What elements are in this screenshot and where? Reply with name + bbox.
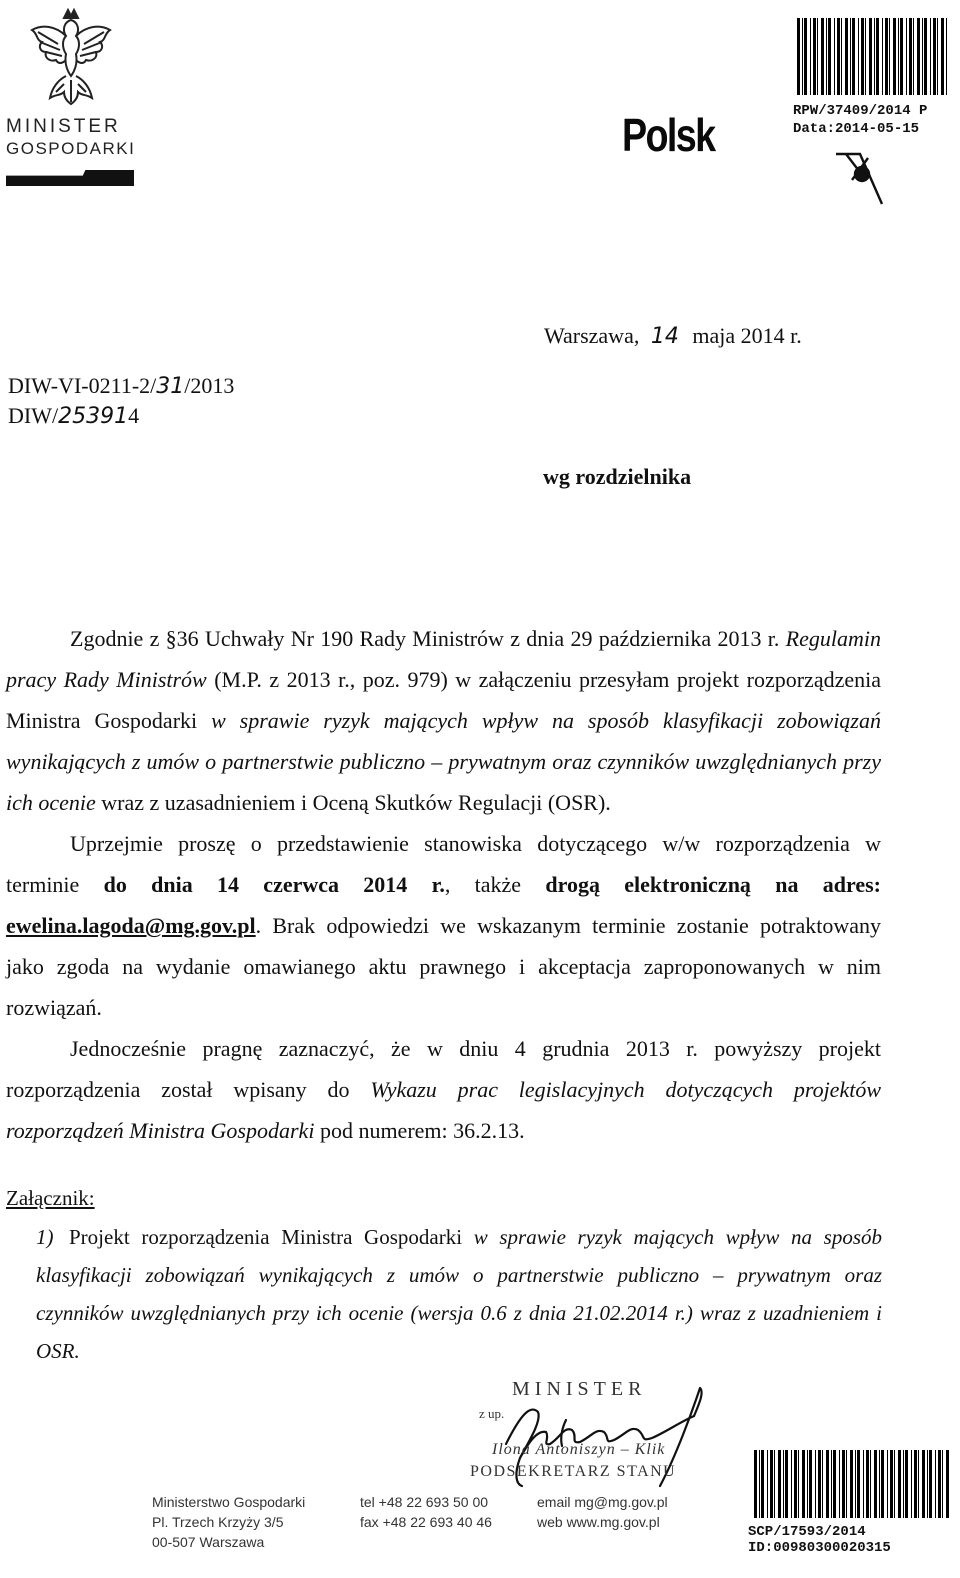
barcode-bar bbox=[774, 1450, 775, 1518]
barcode-bar bbox=[826, 18, 827, 95]
signatory-name: Ilona Antoniszyn – Klik bbox=[492, 1441, 666, 1458]
barcode-bar bbox=[898, 18, 899, 95]
barcode-bar bbox=[894, 1450, 895, 1518]
reference-number-1 bbox=[8, 373, 234, 399]
footer-city: 00-507 Warszawa bbox=[152, 1534, 265, 1550]
registration-stamp bbox=[793, 102, 927, 138]
barcode-bar bbox=[906, 18, 907, 95]
barcode-bar bbox=[937, 18, 938, 95]
footer-phones bbox=[360, 1492, 492, 1532]
p2-text-c: , także bbox=[444, 872, 546, 897]
ministry-line-1: MINISTER bbox=[6, 116, 121, 137]
barcode-bar bbox=[783, 1450, 784, 1518]
barcode-bar bbox=[933, 18, 936, 95]
p1-text-e: wraz z uzasadnieniem i Oceną Skutków Regulacji (OSR). bbox=[95, 790, 611, 815]
barcode-bar bbox=[804, 18, 807, 95]
footer-address bbox=[152, 1492, 305, 1552]
barcode-bar bbox=[821, 18, 824, 95]
attachment-text-b: w sprawie ryzyk mających wpływ na sposób klasyfikacji zobowiązań wynikających z umów o partnerstwie publiczno – prywatnym oraz czynników uwzględnianych przy ich ocenie (wersja 0.6 z dnia 21.02.2014 r.) wraz z uzadnieniem i OSR. bbox=[36, 1225, 882, 1363]
barcode-bar bbox=[866, 1450, 869, 1518]
place: Warszawa, bbox=[544, 323, 640, 348]
barcode-bar bbox=[938, 1450, 941, 1518]
barcode-bar bbox=[889, 18, 890, 95]
header-decorative-bar bbox=[6, 170, 134, 186]
barcode-bar bbox=[826, 1450, 829, 1518]
footer-street: Pl. Trzech Krzyży 3/5 bbox=[152, 1514, 284, 1530]
barcode-bar bbox=[810, 18, 811, 95]
barcode-bar bbox=[930, 18, 931, 95]
letter-body bbox=[6, 618, 881, 1151]
barcode-bar bbox=[898, 1450, 901, 1518]
barcode-bar bbox=[914, 1450, 917, 1518]
barcode-bar bbox=[837, 18, 840, 95]
barcode-bar bbox=[828, 18, 831, 95]
p3-register-title: Wykazu prac legislacyjnych dotyczących projektów rozporządzeń Ministra Gospodarki bbox=[6, 1077, 882, 1143]
ref1-handwritten: 31 bbox=[156, 374, 185, 399]
barcode-bar bbox=[911, 1450, 912, 1518]
barcode-bar bbox=[935, 1450, 936, 1518]
barcode-bar bbox=[870, 1450, 871, 1518]
polish-eagle-emblem bbox=[28, 8, 114, 108]
p3-text-a: Jednocześnie pragnę zaznaczyć, że w dniu 4 grudnia 2013 r. powyższy projekt rozporządzenia został wpisany do bbox=[6, 1036, 881, 1102]
registration-number: RPW/37409/2014 P bbox=[793, 103, 928, 119]
barcode-bar bbox=[857, 1450, 860, 1518]
barcode-bar bbox=[767, 1450, 768, 1518]
barcode-bar bbox=[874, 1450, 877, 1518]
p1-project-title: w sprawie ryzyk mających wpływ na sposób klasyfikacji zobowiązań wynikających z umów o partnerstwie publiczno – prywatnym oraz czynników uwzględnianych przy ich ocenie bbox=[6, 708, 881, 815]
barcode-bar bbox=[942, 1450, 943, 1518]
scp-code: SCP/17593/2014 bbox=[748, 1524, 866, 1540]
barcode-bar bbox=[890, 1450, 893, 1518]
attachment-item bbox=[36, 1218, 882, 1370]
barcode-bar bbox=[876, 18, 879, 95]
barcode-bar bbox=[946, 18, 947, 95]
p1-regulation-title: Regulamin pracy Rady Ministrów bbox=[6, 626, 881, 692]
footer-web: web www.mg.gov.pl bbox=[537, 1514, 660, 1530]
paragraph-1 bbox=[6, 618, 881, 823]
barcode-bar bbox=[909, 18, 912, 95]
barcode-bar bbox=[813, 18, 816, 95]
paragraph-2 bbox=[6, 823, 881, 1028]
barcode-bar bbox=[754, 1450, 757, 1518]
barcode-bar bbox=[869, 18, 872, 95]
barcode-bar bbox=[817, 18, 818, 95]
signature-on-behalf: z up. bbox=[479, 1406, 505, 1421]
barcode-bar bbox=[822, 1450, 823, 1518]
p3-text-c: pod numerem: 36.2.13. bbox=[314, 1118, 525, 1143]
barcode-bar bbox=[831, 1450, 832, 1518]
barcode-bar bbox=[842, 1450, 845, 1518]
barcode-bar bbox=[850, 1450, 853, 1518]
ministry-name bbox=[6, 116, 135, 160]
barcode-bar bbox=[802, 1450, 805, 1518]
p2-text-e: . Brak odpowiedzi we wskazanym terminie zostanie potraktowany jako zgoda na wydanie omawianego aktu prawnego i akceptacja zaproponowanych w nim rozwiązań. bbox=[6, 913, 881, 1020]
barcode-bar bbox=[815, 1450, 816, 1518]
document-barcode bbox=[752, 1450, 952, 1518]
barcode-bar bbox=[818, 1450, 821, 1518]
barcode-bar bbox=[841, 18, 842, 95]
p1-text-a: Zgodnie z §36 Uchwały Nr 190 Rady Ministrów z dnia 29 października 2013 r. bbox=[70, 626, 786, 651]
barcode-bar bbox=[885, 18, 888, 95]
barcode-bar bbox=[791, 1450, 792, 1518]
barcode-bar bbox=[839, 1450, 840, 1518]
barcode-bar bbox=[858, 18, 859, 95]
barcode-bar bbox=[922, 1450, 925, 1518]
handwritten-day: 14 bbox=[650, 324, 679, 349]
barcode-bar bbox=[785, 1450, 788, 1518]
barcode-bar bbox=[802, 18, 803, 95]
registration-mark-icon bbox=[832, 150, 886, 206]
barcode-bar bbox=[759, 1450, 760, 1518]
barcode-bar bbox=[913, 18, 914, 95]
barcode-bar bbox=[922, 18, 923, 95]
p2-electronic: drogą elektroniczną na adres: bbox=[545, 872, 882, 897]
attachment-title: Załącznik: bbox=[6, 1186, 95, 1210]
paragraph-3 bbox=[6, 1028, 881, 1151]
barcode-bar bbox=[927, 1450, 928, 1518]
ref1-prefix: DIW-VI-0211-2/ bbox=[8, 373, 157, 398]
p2-text-a: Uprzejmie proszę o przedstawienie stanowiska dotyczącego w/w rozporządzenia w terminie bbox=[6, 831, 881, 897]
barcode-bar bbox=[882, 18, 883, 95]
registration-date: Data:2014-05-15 bbox=[793, 121, 920, 137]
footer-org: Ministerstwo Gospodarki bbox=[152, 1494, 306, 1510]
barcode-bar bbox=[865, 18, 866, 95]
footer-contact bbox=[537, 1492, 668, 1532]
barcode-bar bbox=[761, 1450, 764, 1518]
barcode-bar bbox=[794, 1450, 797, 1518]
barcode-bar bbox=[797, 18, 800, 95]
barcode-bar bbox=[833, 1450, 836, 1518]
attachment-text-a: Projekt rozporządzenia Ministra Gospodarki bbox=[69, 1225, 474, 1249]
barcode-bar bbox=[850, 18, 851, 95]
barcode-bar bbox=[946, 1450, 949, 1518]
barcode-bar bbox=[924, 18, 927, 95]
barcode-bar bbox=[846, 1450, 847, 1518]
document-codes bbox=[748, 1524, 891, 1556]
ref2-prefix: DIW/ bbox=[8, 403, 59, 428]
signature-title: MINISTER bbox=[512, 1378, 647, 1400]
attachment-number: 1) bbox=[36, 1225, 54, 1249]
barcode-bar bbox=[905, 1450, 908, 1518]
footer-email: email mg@mg.gov.pl bbox=[537, 1494, 668, 1510]
barcode-bar bbox=[852, 18, 855, 95]
ref2-handwritten: 25391 bbox=[58, 404, 129, 429]
barcode-bar bbox=[778, 1450, 781, 1518]
barcode-bar bbox=[879, 1450, 880, 1518]
month-year: maja 2014 r. bbox=[692, 323, 802, 348]
barcode-bar bbox=[807, 1450, 808, 1518]
id-code: ID:00980300020315 bbox=[748, 1540, 891, 1556]
email-link[interactable]: ewelina.lagoda@mg.gov.pl bbox=[6, 913, 256, 938]
footer-tel: tel +48 22 693 50 00 bbox=[360, 1494, 489, 1510]
barcode-bar bbox=[929, 1450, 932, 1518]
barcode-bar bbox=[770, 1450, 773, 1518]
reference-number-2 bbox=[8, 403, 139, 429]
barcode-bar bbox=[918, 1450, 919, 1518]
postal-logo: Polsk bbox=[622, 109, 715, 161]
barcode-bar bbox=[917, 18, 920, 95]
barcode-bar bbox=[834, 18, 835, 95]
recipient: wg rozdzielnika bbox=[543, 464, 692, 489]
barcode-bar bbox=[874, 18, 875, 95]
p1-text-c: (M.P. z 2013 r., poz. 979) w załączeniu przesyłam projekt rozporządzenia Ministra Gospodarki bbox=[6, 667, 881, 733]
ref1-suffix: /2013 bbox=[184, 373, 235, 398]
registration-barcode bbox=[795, 18, 950, 95]
barcode-bar bbox=[809, 1450, 812, 1518]
barcode-bar bbox=[903, 1450, 904, 1518]
footer-fax: fax +48 22 693 40 46 bbox=[360, 1514, 492, 1530]
signatory-role: PODSEKRETARZ STANU bbox=[470, 1463, 677, 1480]
barcode-bar bbox=[861, 18, 864, 95]
ref2-suffix: 4 bbox=[128, 403, 140, 428]
p2-deadline: do dnia 14 czerwca 2014 r. bbox=[103, 872, 445, 897]
barcode-bar bbox=[941, 18, 944, 95]
place-and-date bbox=[544, 323, 802, 349]
barcode-bar bbox=[881, 1450, 884, 1518]
barcode-bar bbox=[855, 1450, 856, 1518]
barcode-bar bbox=[900, 18, 903, 95]
barcode-bar bbox=[887, 1450, 888, 1518]
barcode-bar bbox=[798, 1450, 799, 1518]
barcode-bar bbox=[863, 1450, 864, 1518]
ministry-line-2: GOSPODARKI bbox=[6, 139, 136, 158]
barcode-bar bbox=[893, 18, 896, 95]
barcode-bar bbox=[845, 18, 848, 95]
